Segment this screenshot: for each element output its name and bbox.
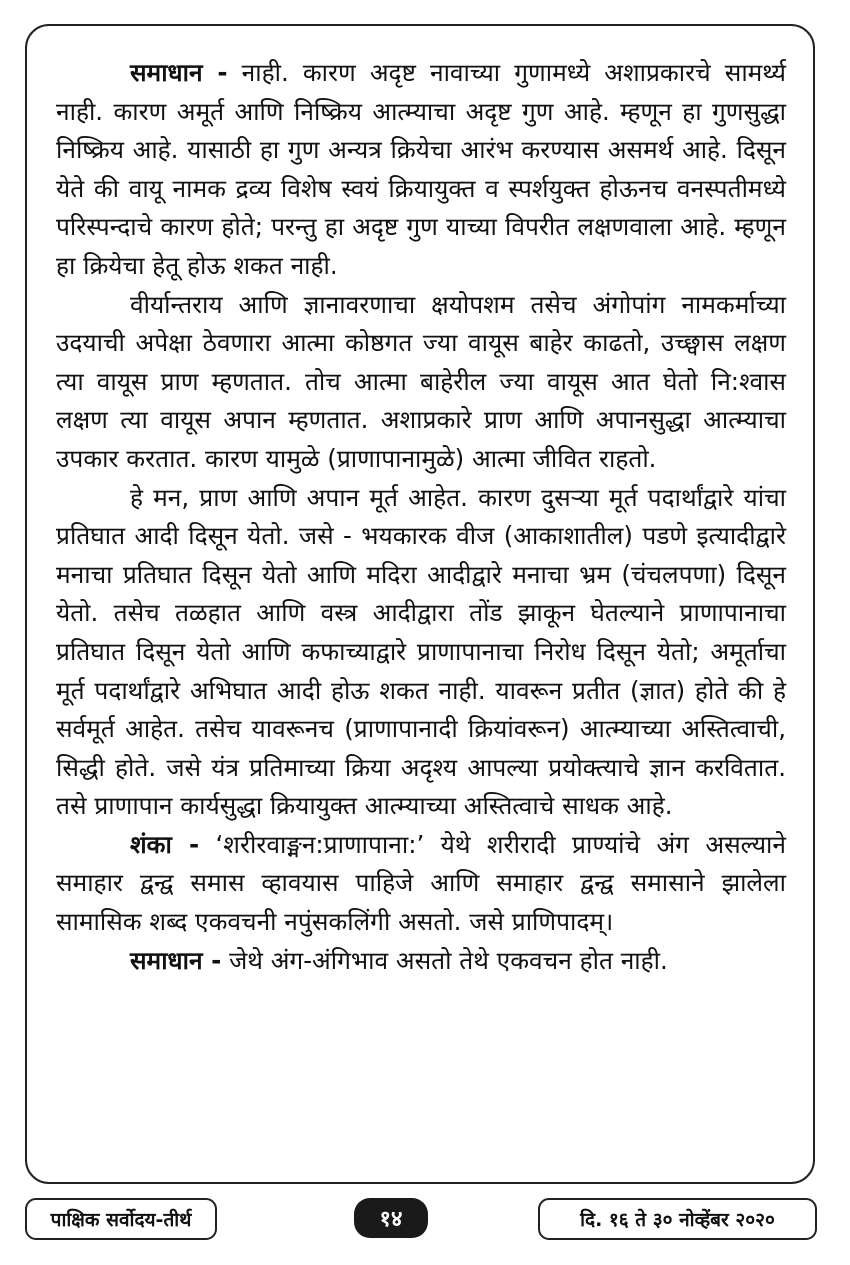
paragraph-5-text: जेथे अंग-अंगिभाव असतो तेथे एकवचन होत नाही. — [221, 945, 668, 975]
paragraph-1-text: नाही. कारण अदृष्ट नावाच्या गुणामध्ये अशाप्रकारचे सामर्थ्य नाही. कारण अमूर्त आणि निष्क्रिय आत्म्याचा अदृष्ट गुण आहे. म्हणून हा गुणसुद्धा निष्क्रिय आहे. यासाठी हा गुण अन्यत्र क्रियेचा आरंभ करण्यास असमर्थ आहे. दिसून येते की वायू नामक द्रव्य विशेष स्वयं क्रियायुक्त व स्पर्शयुक्त होऊनच वनस्पतीमध्ये परिस्पन्दाचे कारण होते; परन्तु हा अदृष्ट गुण याच्या विपरीत लक्षणवाला आहे. म्हणून हा क्रियेचा हेतू होऊ शकत नाही. — [56, 58, 786, 280]
answer-label-2: समाधान - — [130, 945, 222, 975]
paragraph-5 — [56, 942, 786, 981]
publication-name: पाक्षिक सर्वोदय-तीर्थ — [25, 1198, 217, 1240]
paragraph-1 — [56, 54, 786, 286]
paragraph-4 — [56, 826, 786, 942]
answer-label: समाधान - — [130, 58, 228, 87]
doubt-label: शंका - — [130, 829, 200, 859]
paragraph-4-text: ‘शरीरवाङ्मन:प्राणापाना:’ येथे शरीरादी प्राण्यांचे अंग असल्याने समाहार द्वन्द्व समास व्हावयास पाहिजे आणि समाहार द्वन्द्व समासाने झालेला सामासिक शब्द एकवचनी नपुंसकलिंगी असतो. जसे प्राणिपादम्। — [56, 829, 786, 937]
main-text — [56, 54, 786, 980]
page-number: १४ — [354, 1198, 428, 1238]
paragraph-2: वीर्यान्तराय आणि ज्ञानावरणाचा क्षयोपशम तसेच अंगोपांग नामकर्माच्या उदयाची अपेक्षा ठेवणारा आत्मा कोष्ठगत ज्या वायूस बाहेर काढतो, उच्छ्वास लक्षण त्या वायूस प्राण म्हणतात. तोच आत्मा बाहेरील ज्या वायूस आत घेतो नि:श्वास लक्षण त्या वायूस अपान म्हणतात. अशाप्रकारे प्राण आणि अपानसुद्धा आत्म्याचा उपकार करतात. कारण यामुळे (प्राणापानामुळे) आत्मा जीवित राहतो. — [56, 289, 786, 473]
issue-date: दि. १६ ते ३० नोव्हेंबर २०२० — [538, 1198, 817, 1240]
paragraph-3: हे मन, प्राण आणि अपान मूर्त आहेत. कारण दुसऱ्या मूर्त पदार्थांद्वारे यांचा प्रतिघात आदी दिसून येतो. जसे - भयकारक वीज (आकाशातील) पडणे इत्यादीद्वारे मनाचा प्रतिघात दिसून येतो आणि मदिरा आदीद्वारे मनाचा भ्रम (चंचलपणा) दिसून येतो. तसेच तळहात आणि वस्त्र आदीद्वारा तोंड झाकून घेतल्याने प्राणापानाचा प्रतिघात दिसून येतो आणि कफाच्याद्वारे प्राणापानाचा निरोध दिसून येतो; अमूर्ताचा मूर्त पदार्थांद्वारे अभिघात आदी होऊ शकत नाही. यावरून प्रतीत (ज्ञात) होते की हे सर्वमूर्त आहेत. तसेच यावरूनच (प्राणापानादी क्रियांवरून) आत्म्याच्या अस्तित्वाची, सिद्धी होते. जसे यंत्र प्रतिमाच्या क्रिया अदृश्य आपल्या प्रयोक्त्याचे ज्ञान करवितात. तसे प्राणापान कार्यसुद्धा क्रियायुक्त आत्म्याच्या अस्तित्वाचे साधक आहे. — [56, 482, 786, 821]
